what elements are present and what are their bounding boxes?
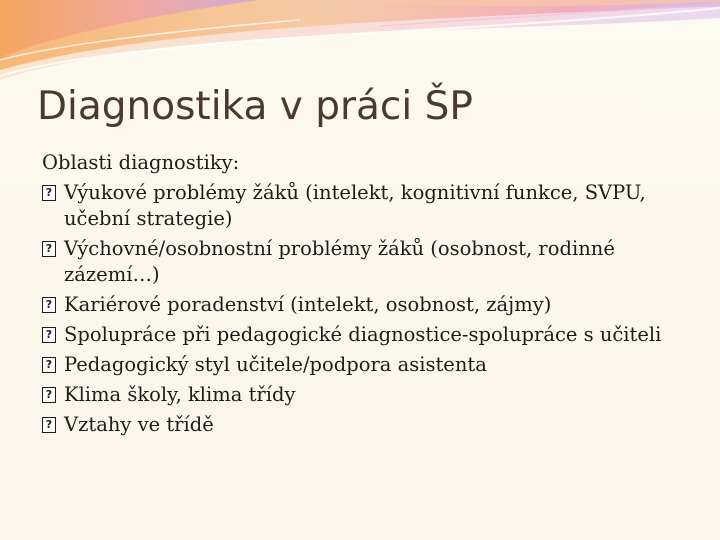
- replacement-glyph-icon: [42, 297, 56, 313]
- replacement-glyph-icon: [42, 241, 56, 257]
- slide-content: [42, 150, 682, 442]
- list-item: [42, 180, 682, 232]
- replacement-glyph-icon: [42, 357, 56, 373]
- section-heading: Oblasti diagnostiky:: [42, 151, 240, 174]
- slide-title: Diagnostika v práci ŠP: [37, 84, 473, 129]
- replacement-glyph-icon: [42, 387, 56, 403]
- list-item-text: Klima školy, klima třídy: [64, 383, 296, 406]
- list-item-text: Výukové problémy žáků (intelekt, kognitivní funkce, SVPU, učební strategie): [64, 181, 646, 230]
- list-item: [42, 352, 682, 378]
- list-item: [42, 322, 682, 348]
- replacement-glyph-icon: [42, 417, 56, 433]
- list-item: [42, 236, 682, 288]
- replacement-glyph-icon: [42, 185, 56, 201]
- replacement-glyph-icon: [42, 327, 56, 343]
- decorative-banner: [0, 0, 720, 90]
- bullet-list: [42, 180, 682, 438]
- list-item: [42, 292, 682, 318]
- list-item-text: Pedagogický styl učitele/podpora asistenta: [64, 353, 487, 376]
- list-item-text: Vztahy ve třídě: [64, 413, 214, 436]
- list-item-text: Výchovné/osobnostní problémy žáků (osobnost, rodinné zázemí…): [64, 237, 615, 286]
- list-item-text: Kariérové poradenství (intelekt, osobnost, zájmy): [64, 293, 552, 316]
- list-item-text: Spolupráce při pedagogické diagnostice-spolupráce s učiteli: [64, 323, 662, 346]
- list-item: [42, 382, 682, 408]
- list-item: [42, 412, 682, 438]
